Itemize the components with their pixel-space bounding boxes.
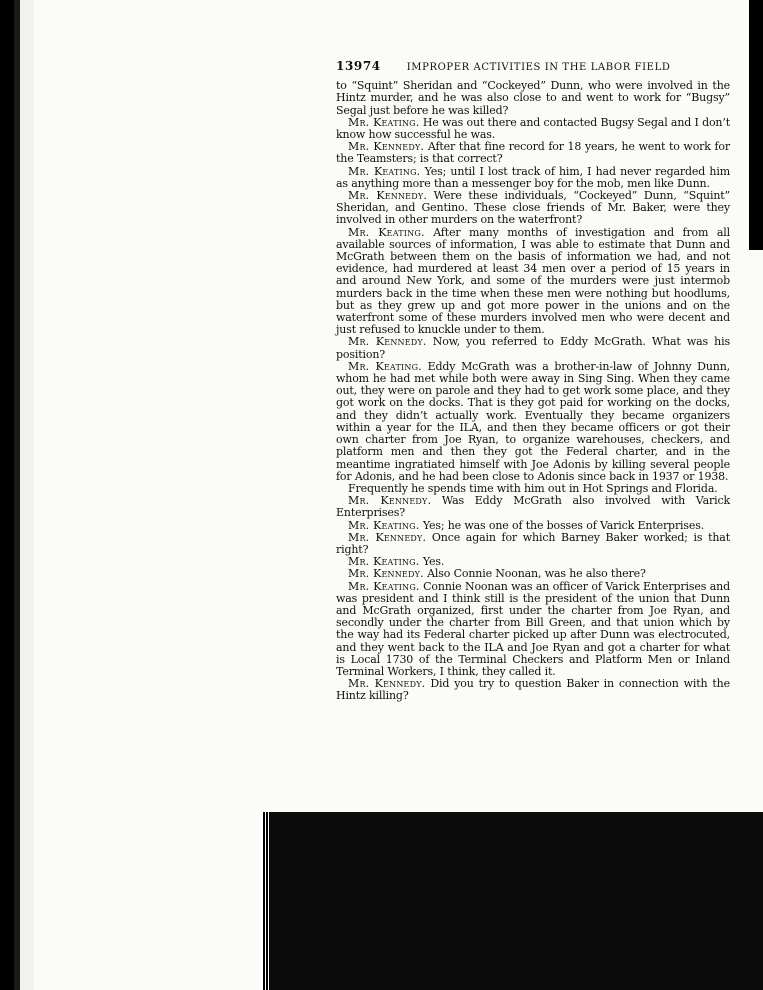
paragraph: Mr. Keating. Connie Noonan was an officer of Varick Enterprises and was president and I think still is the president of the union that Dunn and McGrath organized, first under the charter from Joe Ryan, and secondly under the charter from Bill Green, and that union which by the way had its Federal charter picked up after Dunn was electrocuted, and they went back to the ILA and Joe Ryan and got a charter for what is Local 1730 of the Terminal Checkers and Platform Men or Inland Terminal Workers, I think, they called it. — [336, 579, 730, 678]
speaker-name: Mr. Kennedy. — [348, 677, 426, 691]
speaker-name: Mr. Kennedy. — [348, 335, 427, 349]
paragraph: Mr. Keating. After many months of investigation and from all available sources of information, I was able to estimate that Dunn and McGrath between them on the basis of information we had, and not evidence, had murdered at least 34 men over a period of 15 years in and around New York, and some of the murders were just intermob murders back in the time when these men were nothing but hoodlums, but as they grew up and got more power in the unions and on the waterfront some of these murders involved men who were decent and just refused to knuckle under to them. — [336, 225, 730, 337]
document-body — [336, 60, 730, 703]
page-number: 13974 — [336, 59, 381, 73]
running-title: IMPROPER ACTIVITIES IN THE LABOR FIELD — [406, 62, 671, 73]
scan-corner-shadow — [749, 0, 763, 250]
paragraph: Mr. Kennedy. Were these individuals, “Cockeyed” Dunn, “Squint” Sheridan, and Gentino. These close friends of Mr. Baker, were they involved in other murders on the waterfront? — [336, 189, 730, 227]
paragraph: Frequently he spends time with him out in Hot Springs and Florida. — [348, 481, 718, 495]
paragraph: Mr. Kennedy. Also Connie Noonan, was he also there? — [348, 567, 646, 581]
page-header — [336, 60, 730, 74]
paragraph: Mr. Keating. He was out there and contacted Bugsy Segal and I don’t know how successful he was. — [336, 115, 730, 142]
paragraph: Mr. Keating. Eddy McGrath was a brother-in-law of Johnny Dunn, whom he had met while both were away in Sing Sing. When they came out, they were on parole and they had to get work some place, and they got work on the docks. That is they got paid for working on the docks, and they didn’t actually work. Eventually they became organizers within a year for the ILA, and then they became officers or got their own charter from Joe Ryan, to organize warehouses, checkers, and platform men and then they got the Federal charter, and in the meantime ingratiated himself with Joe Adonis by killing several people for Adonis, and he had been close to Adonis since back in 1937 or 1938. — [336, 359, 730, 483]
speaker-name: Mr. Keating. — [348, 555, 420, 569]
speaker-name: Mr. Kennedy. — [348, 189, 428, 203]
speaker-name: Mr. Keating. — [348, 115, 420, 129]
paragraph: Mr. Kennedy. Did you try to question Baker in connection with the Hintz killing? — [336, 677, 730, 703]
paragraph: Mr. Kennedy. After that fine record for 18 years, he went to work for the Teamsters; is that correct? — [336, 140, 730, 166]
paragraph: Mr. Keating. Yes; until I lost track of him, I had never regarded him as anything more than a messenger boy for the mob, men like Dunn. — [336, 164, 730, 190]
scan-lower-margin — [34, 812, 262, 990]
speaker-name: Mr. Kennedy. — [348, 140, 425, 154]
paragraph: Mr. Kennedy. Was Eddy McGrath also involved with Varick Enterprises? — [336, 494, 730, 520]
speaker-name: Mr. Keating. — [348, 518, 420, 532]
scan-lower-shadow — [270, 812, 763, 990]
speaker-name: Mr. Kennedy. — [348, 567, 424, 581]
speaker-name: Mr. Keating. — [348, 225, 425, 239]
speaker-name: Mr. Kennedy. — [348, 494, 432, 508]
paragraph: Mr. Keating. Yes. — [348, 555, 445, 569]
speaker-name: Mr. Keating. — [348, 164, 421, 178]
book-binding-edge — [0, 0, 34, 990]
paragraph: to “Squint” Sheridan and “Cockeyed” Dunn, who were involved in the Hintz murder, and he was also close to and went to work for “Bugsy” Segal just before he was killed? — [336, 79, 730, 117]
paragraph: Mr. Kennedy. Now, you referred to Eddy McGrath. What was his position? — [336, 335, 730, 361]
paragraph: Mr. Keating. Yes; he was one of the bosses of Varick Enterprises. — [348, 518, 705, 532]
paragraph: Mr. Kennedy. Once again for which Barney Baker worked; is that right? — [336, 530, 730, 556]
speaker-name: Mr. Keating. — [348, 359, 422, 373]
speaker-name: Mr. Keating. — [348, 579, 420, 593]
speaker-name: Mr. Kennedy. — [348, 530, 427, 544]
